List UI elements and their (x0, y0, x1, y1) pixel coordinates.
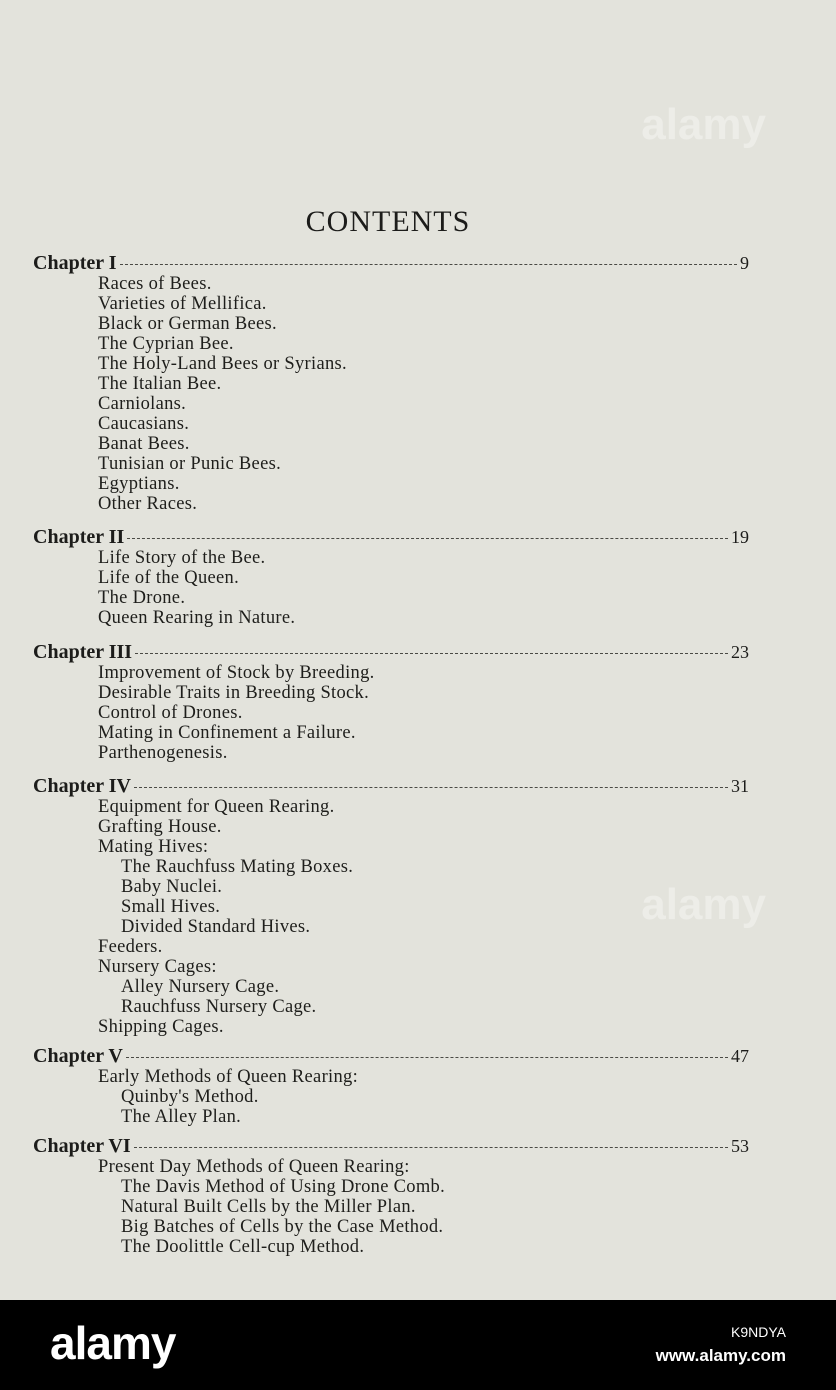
topic-item: Other Races. (98, 494, 198, 514)
topic-subitem: The Alley Plan. (121, 1107, 242, 1127)
topic-item: The Italian Bee. (98, 374, 222, 394)
chapter-topics (33, 797, 749, 1037)
chapter-page-number: 53 (731, 1136, 749, 1156)
topic-item: The Cyprian Bee. (98, 334, 234, 354)
topic-item: Desirable Traits in Breeding Stock. (98, 683, 370, 703)
chapter-page-number: 47 (731, 1046, 749, 1066)
chapter-label: Chapter VI (33, 1135, 131, 1157)
chapter-entry (33, 1045, 749, 1127)
chapter-label: Chapter I (33, 252, 117, 274)
topic-item: The Holy-Land Bees or Syrians. (98, 354, 347, 374)
chapter-label: Chapter III (33, 641, 133, 663)
chapter-heading-line (33, 252, 749, 274)
chapter-topics (33, 1067, 749, 1127)
topic-item: Improvement of Stock by Breeding. (98, 663, 375, 683)
chapter-page-number: 23 (731, 642, 749, 662)
topic-item: Life Story of the Bee. (98, 548, 266, 568)
topic-item: Parthenogenesis. (98, 743, 228, 763)
dot-leader (134, 787, 728, 788)
alamy-logo: alamy (50, 1317, 176, 1369)
topic-item: Equipment for Queen Rearing. (98, 797, 335, 817)
dot-leader (135, 653, 728, 654)
topic-item: Present Day Methods of Queen Rearing: (98, 1157, 410, 1177)
topic-item: Races of Bees. (98, 274, 212, 294)
topic-item: The Drone. (98, 588, 186, 608)
chapter-entry (33, 641, 749, 763)
topic-item: Feeders. (98, 937, 163, 957)
topic-subitem: The Rauchfuss Mating Boxes. (121, 857, 354, 877)
chapter-label: Chapter V (33, 1045, 123, 1067)
topic-subitem: The Davis Method of Using Drone Comb. (121, 1177, 446, 1197)
chapter-topics (33, 1157, 749, 1257)
topic-item: Control of Drones. (98, 703, 243, 723)
dot-leader (120, 264, 737, 265)
dot-leader (126, 1057, 728, 1058)
dot-leader (127, 538, 728, 539)
topic-item: Black or German Bees. (98, 314, 277, 334)
topic-subitem: Quinby's Method. (121, 1087, 259, 1107)
chapter-entry (33, 526, 749, 628)
chapter-topics (33, 274, 749, 514)
chapter-topics (33, 548, 749, 628)
chapter-topics (33, 663, 749, 763)
watermark-logo: alamy (641, 100, 766, 149)
topic-subitem: Divided Standard Hives. (121, 917, 311, 937)
topic-item: Varieties of Mellifica. (98, 294, 267, 314)
chapter-entry (33, 1135, 749, 1257)
topic-subitem: Rauchfuss Nursery Cage. (121, 997, 317, 1017)
topic-item: Early Methods of Queen Rearing: (98, 1067, 359, 1087)
site-url-label: www.alamy.com (655, 1346, 786, 1365)
topic-item: Queen Rearing in Nature. (98, 608, 296, 628)
chapter-entry (33, 252, 749, 514)
topic-item: Egyptians. (98, 474, 180, 494)
chapter-entry (33, 775, 749, 1037)
chapter-page-number: 19 (731, 527, 749, 547)
contents-title: CONTENTS (305, 205, 471, 238)
topic-subitem: Alley Nursery Cage. (121, 977, 280, 997)
chapter-page-number: 9 (740, 253, 749, 273)
chapter-label: Chapter IV (33, 775, 131, 797)
chapter-heading-line (33, 641, 749, 663)
dot-leader (134, 1147, 728, 1148)
topic-item: Caucasians. (98, 414, 190, 434)
chapter-page-number: 31 (731, 776, 749, 796)
topic-item: Mating in Confinement a Failure. (98, 723, 356, 743)
topic-subitem: Natural Built Cells by the Miller Plan. (121, 1197, 416, 1217)
topic-item: Carniolans. (98, 394, 187, 414)
image-id-label: K9NDYA (731, 1324, 786, 1340)
watermark-logo: alamy (641, 880, 766, 929)
topic-item: Shipping Cages. (98, 1017, 224, 1037)
topic-subitem: Small Hives. (121, 897, 221, 917)
topic-item: Banat Bees. (98, 434, 190, 454)
topic-subitem: Big Batches of Cells by the Case Method. (121, 1217, 444, 1237)
topic-item: Tunisian or Punic Bees. (98, 454, 282, 474)
chapter-heading-line (33, 1045, 749, 1067)
topic-subitem: Baby Nuclei. (121, 877, 223, 897)
chapter-heading-line (33, 775, 749, 797)
topic-item: Grafting House. (98, 817, 222, 837)
chapter-heading-line (33, 1135, 749, 1157)
chapter-label: Chapter II (33, 526, 125, 548)
stock-footer-bar (0, 1300, 836, 1390)
chapter-heading-line (33, 526, 749, 548)
topic-item: Mating Hives: (98, 837, 209, 857)
topic-item: Nursery Cages: (98, 957, 217, 977)
topic-item: Life of the Queen. (98, 568, 240, 588)
topic-subitem: The Doolittle Cell-cup Method. (121, 1237, 365, 1257)
